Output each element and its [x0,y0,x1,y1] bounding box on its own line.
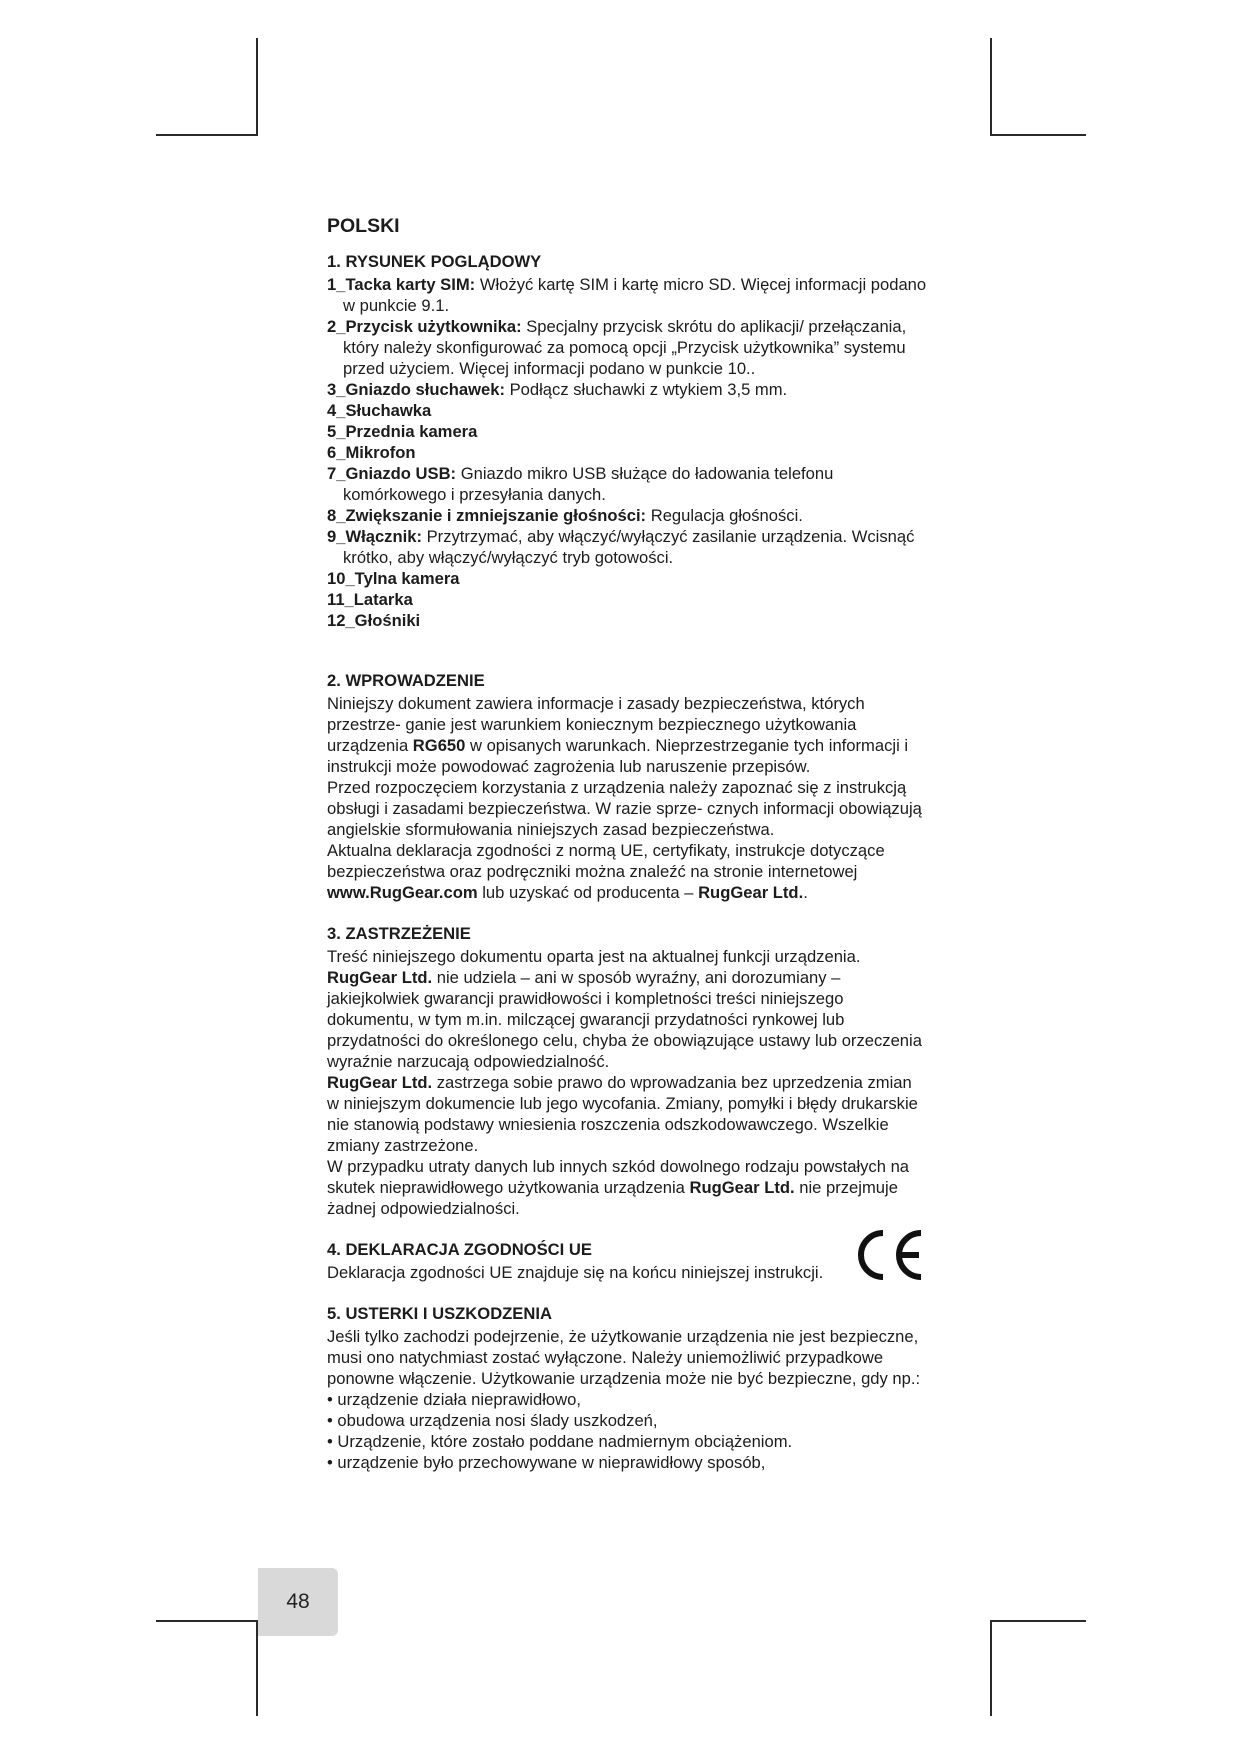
section-introduction [327,670,927,903]
paragraph: RugGear Ltd. zastrzega sobie prawo do wprowadzania bez uprzedzenia zmian w niniejszym dokumencie lub jego wycofania. Zmiany, pomyłki i błędy drukarskie nie stanowią podstawy wniesienia roszczenia odszkodowawczego. Wszelkie zmiany zastrzeżone. [327,1073,918,1155]
page-number: 48 [258,1568,338,1636]
crop-mark [990,1620,1086,1622]
crop-mark [156,1620,258,1622]
paragraph: Niniejszy dokument zawiera informacje i zasady bezpieczeństwa, których przestrze- ganie jest warunkiem koniecznym bezpiecznego użytkowania urządzenia RG650 w opisanych warunkach. Nieprzestrzeganie tych informacji i instrukcji może powodować zagrożenia lub naruszenie przepisów. [327,694,909,776]
list-item: 7_Gniazdo USB: Gniazdo mikro USB służące do ładowania telefonu komórkowego i przesyłania danych. [327,464,834,504]
paragraph: Treść niniejszego dokumentu oparta jest na aktualnej funkcji urządzenia. [327,947,861,966]
list-item: • Urządzenie, które zostało poddane nadmiernym obciążeniom. [327,1432,793,1451]
section-heading: 1. RYSUNEK POGLĄDOWY [327,252,542,271]
list-item: 3_Gniazdo słuchawek: Podłącz słuchawki z wtykiem 3,5 mm. [327,380,788,399]
section-heading: 5. USTERKI I USZKODZENIA [327,1304,552,1323]
crop-mark [990,134,1086,136]
paragraph: Deklaracja zgodności UE znajduje się na końcu niniejszej instrukcji. [327,1263,824,1282]
document-body [327,212,927,1493]
paragraph: Przed rozpoczęciem korzystania z urządzenia należy zapoznać się z instrukcją obsługi i zasadami bezpieczeństwa. W razie sprze- cznych informacji obowiązują angielskie sformułowania niniejszych zasad bezpieczeństwa. [327,778,922,839]
section-heading: 3. ZASTRZEŻENIE [327,924,471,943]
section-heading: 2. WPROWADZENIE [327,671,485,690]
paragraph: Jeśli tylko zachodzi podejrzenie, że użytkowanie urządzenia nie jest bezpieczne, musi ono natychmiast zostać wyłączone. Należy uniemożliwić przypadkowe ponowne włączenie. Użytkowanie urządzenia może nie być bezpieczne, gdy np.: [327,1327,921,1388]
language-title: POLSKI [327,215,400,237]
section-eu-declaration [327,1239,927,1283]
paragraph: Aktualna deklaracja zgodności z normą UE, certyfikaty, instrukcje dotyczące bezpieczeństwa oraz podręczniki można znaleźć na stronie internetowej www.RugGear.com lub uzyskać od producenta – RugGear Ltd.. [327,841,885,902]
list-item: 5_Przednia kamera [327,422,478,441]
list-item: 12_Głośniki [327,611,421,630]
crop-mark [990,38,992,136]
section-overview [327,251,927,631]
list-item: 11_Latarka [327,590,413,609]
paragraph: RugGear Ltd. nie udziela – ani w sposób wyraźny, ani dorozumiany – jakiejkolwiek gwarancji prawidłowości i kompletności treści niniejszego dokumentu, w tym m.in. milczącej gwarancji przydatności rynkowej lub przydatności do określonego celu, chyba że obowiązujące ustawy lub orzeczenia wyraźnie narzucają odpowiedzialność. [327,968,922,1071]
list-item: 6_Mikrofon [327,443,416,462]
list-item: 10_Tylna kamera [327,569,460,588]
list-item: 8_Zwiększanie i zmniejszanie głośności: Regulacja głośności. [327,506,803,525]
ce-mark-icon [851,1227,927,1283]
crop-mark [990,1620,992,1716]
section-heading: 4. DEKLARACJA ZGODNOŚCI UE [327,1240,592,1259]
list-item: • urządzenie było przechowywane w nieprawidłowy sposób, [327,1453,766,1472]
website-link: www.RugGear.com [327,883,478,902]
list-item: 4_Słuchawka [327,401,432,420]
list-item: 1_Tacka karty SIM: Włożyć kartę SIM i kartę micro SD. Więcej informacji podano w punkcie 9.1. [327,275,927,315]
list-item: 9_Włącznik: Przytrzymać, aby włączyć/wyłączyć zasilanie urządzenia. Wcisnąć krótko, aby włączyć/wyłączyć tryb gotowości. [327,527,915,567]
paragraph: W przypadku utraty danych lub innych szkód dowolnego rodzaju powstałych na skutek nieprawidłowego użytkowania urządzenia RugGear Ltd. nie przejmuje żadnej odpowiedzialności. [327,1157,910,1218]
section-disclaimer [327,923,927,1219]
crop-mark [256,38,258,136]
list-item: • obudowa urządzenia nosi ślady uszkodzeń, [327,1411,658,1430]
list-item: • urządzenie działa nieprawidłowo, [327,1390,581,1409]
section-faults-damage [327,1303,927,1473]
crop-mark [156,134,258,136]
list-item: 2_Przycisk użytkownika: Specjalny przycisk skrótu do aplikacji/ przełączania, który należy skonfigurować za pomocą opcji „Przycisk użytkownika” systemu przed użyciem. Więcej informacji podano w punkcie 10.. [327,317,907,378]
